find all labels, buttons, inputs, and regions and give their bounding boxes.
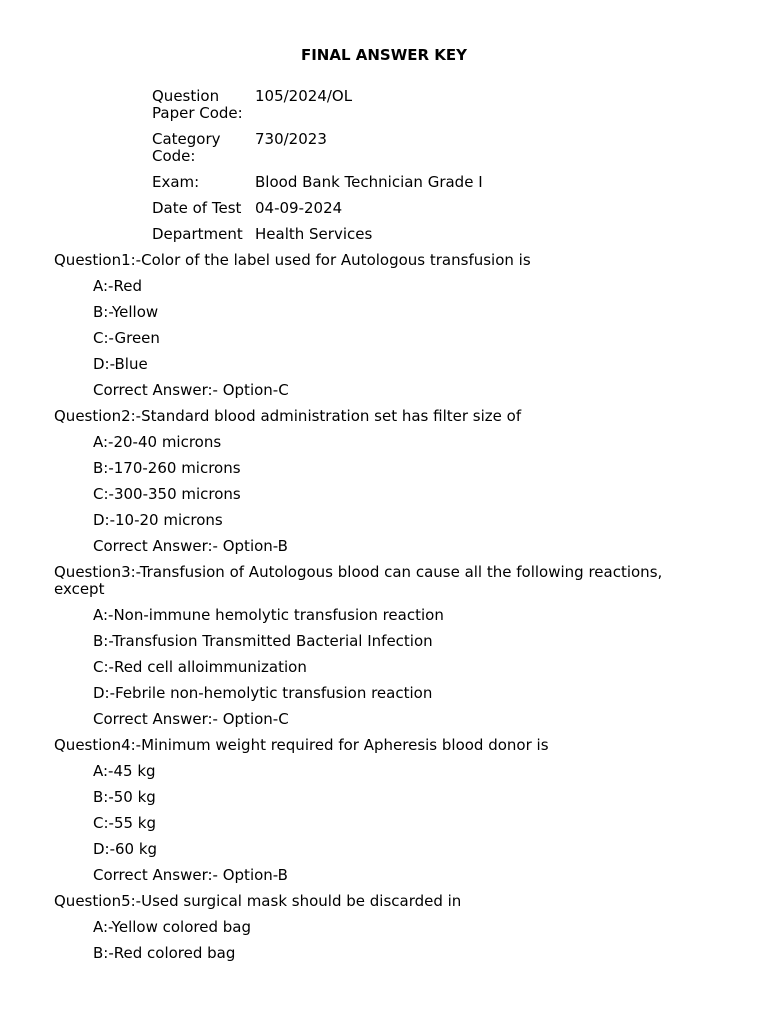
question-block	[54, 737, 714, 884]
meta-label: Date of Test	[152, 199, 242, 217]
correct-answer: Correct Answer:- Option-B	[93, 537, 288, 555]
option-d: D:-60 kg	[93, 840, 158, 858]
option-a: A:-Non-immune hemolytic transfusion reaction	[93, 606, 444, 624]
correct-answer: Correct Answer:- Option-B	[93, 866, 288, 884]
correct-answer: Correct Answer:- Option-C	[93, 710, 289, 728]
question-text: Question4:-Minimum weight required for Apheresis blood donor is	[54, 736, 549, 754]
meta-row	[152, 174, 483, 200]
meta-value: Blood Bank Technician Grade I	[255, 173, 483, 191]
meta-value: 730/2023	[255, 130, 327, 148]
option-a: A:-Red	[93, 277, 142, 295]
option-c: C:-55 kg	[93, 814, 157, 832]
option-a: A:-20-40 microns	[93, 433, 222, 451]
question-block	[54, 408, 714, 555]
meta-value: 105/2024/OL	[255, 87, 353, 105]
exam-details-table	[152, 88, 483, 243]
question-text: Question3:-Transfusion of Autologous blood can cause all the following reactions, except	[54, 563, 663, 598]
option-d: D:-Febrile non-hemolytic transfusion reaction	[93, 684, 433, 702]
meta-label: Question Paper Code:	[152, 87, 243, 122]
option-d: D:-10-20 microns	[93, 511, 223, 529]
meta-label: Category Code:	[152, 130, 221, 165]
question-block	[54, 564, 714, 728]
option-c: C:-Green	[93, 329, 160, 347]
option-b: B:-Transfusion Transmitted Bacterial Infection	[93, 632, 433, 650]
question-block	[54, 252, 714, 399]
option-c: C:-Red cell alloimmunization	[93, 658, 307, 676]
option-b: B:-Yellow	[93, 303, 159, 321]
meta-value: Health Services	[255, 225, 373, 243]
meta-value: 04-09-2024	[255, 199, 343, 217]
option-a: A:-Yellow colored bag	[93, 918, 251, 936]
option-c: C:-300-350 microns	[93, 485, 241, 503]
question-text: Question2:-Standard blood administration set has filter size of	[54, 407, 522, 425]
option-b: B:-50 kg	[93, 788, 156, 806]
question-block	[54, 893, 714, 962]
option-d: D:-Blue	[93, 355, 148, 373]
question-list	[54, 252, 714, 971]
correct-answer: Correct Answer:- Option-C	[93, 381, 289, 399]
document-title: FINAL ANSWER KEY	[300, 46, 468, 64]
meta-row	[152, 200, 483, 226]
meta-label: Exam:	[152, 173, 200, 191]
question-text: Question1:-Color of the label used for Autologous transfusion is	[54, 251, 531, 269]
question-text: Question5:-Used surgical mask should be discarded in	[54, 892, 462, 910]
meta-row	[152, 131, 483, 174]
option-a: A:-45 kg	[93, 762, 156, 780]
option-b: B:-170-260 microns	[93, 459, 241, 477]
meta-label: Department	[152, 225, 243, 243]
option-b: B:-Red colored bag	[93, 944, 236, 962]
meta-row	[152, 226, 483, 243]
meta-row	[152, 88, 483, 131]
